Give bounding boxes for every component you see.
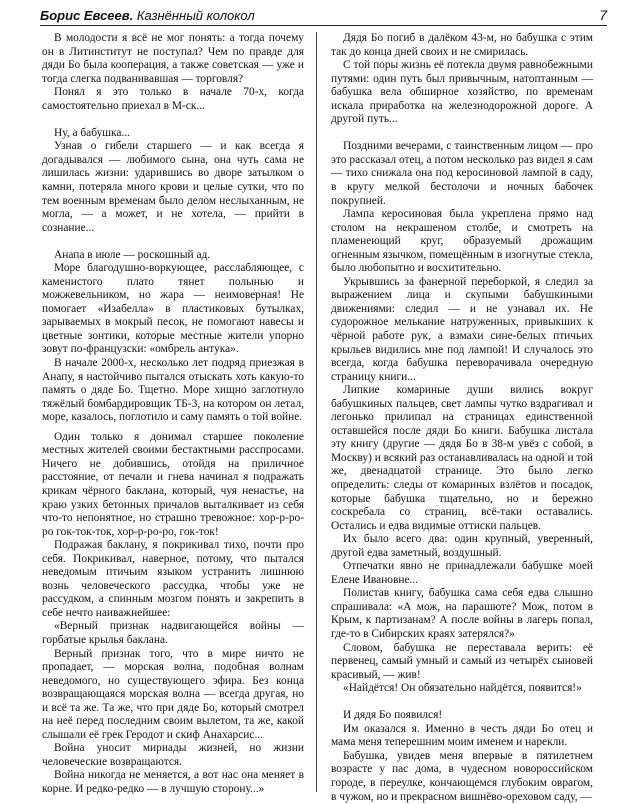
page-number: 7	[599, 7, 607, 23]
paragraph: Им оказался я. Именно в честь дяди Бо отец и мама меня теперешним моим именем и нарекли.	[331, 722, 593, 749]
paragraph: Липкие комариные души вились вокруг бабушкиных пальцев, свет лампы чутко вздрагивал и легонько прилипал на страницах единственной оставшейся после дяди Бо книги. Бабушка листала эту книгу (другие — дядя Бо в 38-м увёз с собой, в Москву) и всякий раз останавливалась на одной и той же, двенадцатой странице. Это было легко определить: следы от комариных взлётов и посадок, которые бабушка тщательно, но и бережно соскребала со страниц, всё-таки оставались. Остались и едва видимые оттиски пальцев.	[331, 384, 594, 532]
paragraph: Дядя Бо погиб в далёком 43-м, но бабушка с этим так до конца дней своих и не смирилась.	[331, 32, 593, 58]
paragraph: И дядя Бо появился!	[343, 709, 443, 722]
paragraph: Узнав о гибели старшего — и как всегда я догадывался — любимого сына, она чуть сама не лишилась жизни: ударившись во дворе затылком о камни, потеряла много крови и целые сутки, что по тем военным временам было делом неслыханным, не могла, — а может, и не хотела, — прийти в сознание...	[42, 140, 304, 234]
column-divider	[316, 32, 317, 792]
paragraph: Поздними вечерами, с таинственным лицом — про это рассказал отец, а потом несколько раз видел я сам — тихо снижала она под керосиновой лампой в саду, в кругу мелкой бестолочи и ночных бабочек покрупней.	[331, 140, 593, 207]
paragraph: В молодости я всё не мог понять: а тогда почему он в Литинститут не поступал? Чем по правде для дяди Бо была кооперация, а также советская — уже и тогда слегка подванивавшая — торговля?	[42, 32, 304, 85]
paragraph: Анапа в июле — роскошный ад.	[54, 248, 211, 261]
paragraph: Бабушка, увидев меня впервые в пятилетнем возрасте у пас дома, в чудесном новороссийском городе, в переулке, кончающемся глубоким оврагом, в чужом, но и прекрасном вишнёво-ореховом саду, —	[331, 749, 593, 803]
paragraph: Укрывшись за фанерной переборкой, я следил за выражением лица и скупыми бабушкиными движениями: следил — и не узнавал их. Не судорожное мелькание натруженных, привыкших к чёрной работе рук, а взмахи сине-белых птичьих крыльев видились мне под лампой! И случалось это всегда, когда бабушка переворачивала очередную страницу книги...	[331, 275, 593, 383]
paragraph: Ну, а бабушка...	[54, 126, 131, 139]
paragraph: С той поры жизнь её потекла двумя равнобежными путями: один путь был привычным, натоптанным — бабушка вела обширное хозяйство, по временам искала приработка на железнодорожной дороге. А другой путь...	[331, 59, 593, 126]
paragraph: Лампа керосиновая была укреплена прямо над столом на некрашеном столбе, и смотреть на пламенеющий круг, образуемый дрожащим огненным язычком, помещённым в изогнутые стекла, было любопытно и восхитительно.	[331, 208, 593, 275]
paragraph: В начале 2000-х, несколько лет подряд приезжая в Анапу, я настойчиво пытался отыскать хоть какую-то память о дяде Бо. Тщетно. Море хищно заглотнуло тяжёлый бомбардировщик ТБ-3, на котором он летал, море, казалось, поглотило и саму память о той войне.	[42, 357, 304, 424]
running-header	[40, 2, 607, 26]
paragraph: Понял я это только в начале 70-х, когда самостоятельно приехал в М-ск...	[42, 86, 304, 112]
paragraph: Верный признак того, что в мире ничто не пропадает, — морская волна, подобная волнам неведомого, но существующего эфира. Без конца возвращающаяся морская волна — всегда другая, но и всё та же. Та же, что при дяде Бо, который смотрел на неё перед последним своим вылетом, та же, какой слышали её грек Геродот и скиф Анахарсис...	[42, 647, 304, 741]
header-author: Борис Евсеев.	[40, 8, 134, 23]
right-text-column	[331, 32, 593, 804]
paragraph: Война никогда не меняется, а вот нас она меняет в корне. И редко-редко — в лучшую сторону...»	[42, 769, 304, 795]
header-book-title: Казнённый колокол	[136, 8, 255, 23]
left-text-column	[42, 32, 304, 797]
paragraph: Подражая баклану, я покрикивал тихо, почти про себя. Покрикивал, наверное, потому, что пытался неведомым птичьим языком устранить лишнюю вознь человеческого рассудка, чтобы уже не рассудком, а спинным мозгом понять и закрепить в себе нечто наиважнейшее:	[42, 539, 304, 619]
paragraph: «Верный признак надвигающейся войны — горбатые крылья баклана.	[42, 620, 304, 646]
paragraph: Море благодушно-воркующее, расслабляющее, с каменистого плато тянет полынью и можжевельником, но жара — неимоверная! Не помогает «Изабелла» в пластиковых бутылках, зарываемых в мокрый песок, не помогают навесы и цветные зонтики, которые местные жители упорно зовут по-французски: «омбрель антука».	[42, 262, 304, 356]
paragraph: Их было всего два: один крупный, уверенный, другой едва заметный, воздушный.	[331, 533, 593, 559]
paragraph: Война уносит мириады жизней, но жизни человеческие возвращаются.	[42, 742, 304, 768]
header-left	[40, 8, 255, 23]
paragraph: Полистав книгу, бабушка сама себя едва слышно спрашивала: «А мож, на парашюте? Мож, потом в Крым, к партизанам? А после войны в лагерь попал, где-то в Сибирских краях затерялся?»	[331, 587, 593, 641]
paragraph: Словом, бабушка не переставала верить: её первенец, самый умный и самый из четырёх сыновей красивый, — жив!	[331, 641, 593, 681]
paragraph: «Найдётся! Он обязательно найдётся, появится!»	[343, 682, 582, 695]
paragraph: Отпечатки явно не принадлежали бабушке моей Елене Ивановне...	[331, 560, 593, 586]
paragraph: Один только я донимал старшее поколение местных жителей своими бестактными расспросами. Ничего не добившись, отойдя на приличное расстояние, от печали и гнева начинал я подражать крикам чёрного баклана, который, чуя ненастье, на краю узких бетонных причалов выталкивает из себя что-то непонятное, но страшно тревожное: хор-р-ро-ро гок-ток-ток, хор-р-ро-ро, гок-ток!	[42, 430, 304, 538]
